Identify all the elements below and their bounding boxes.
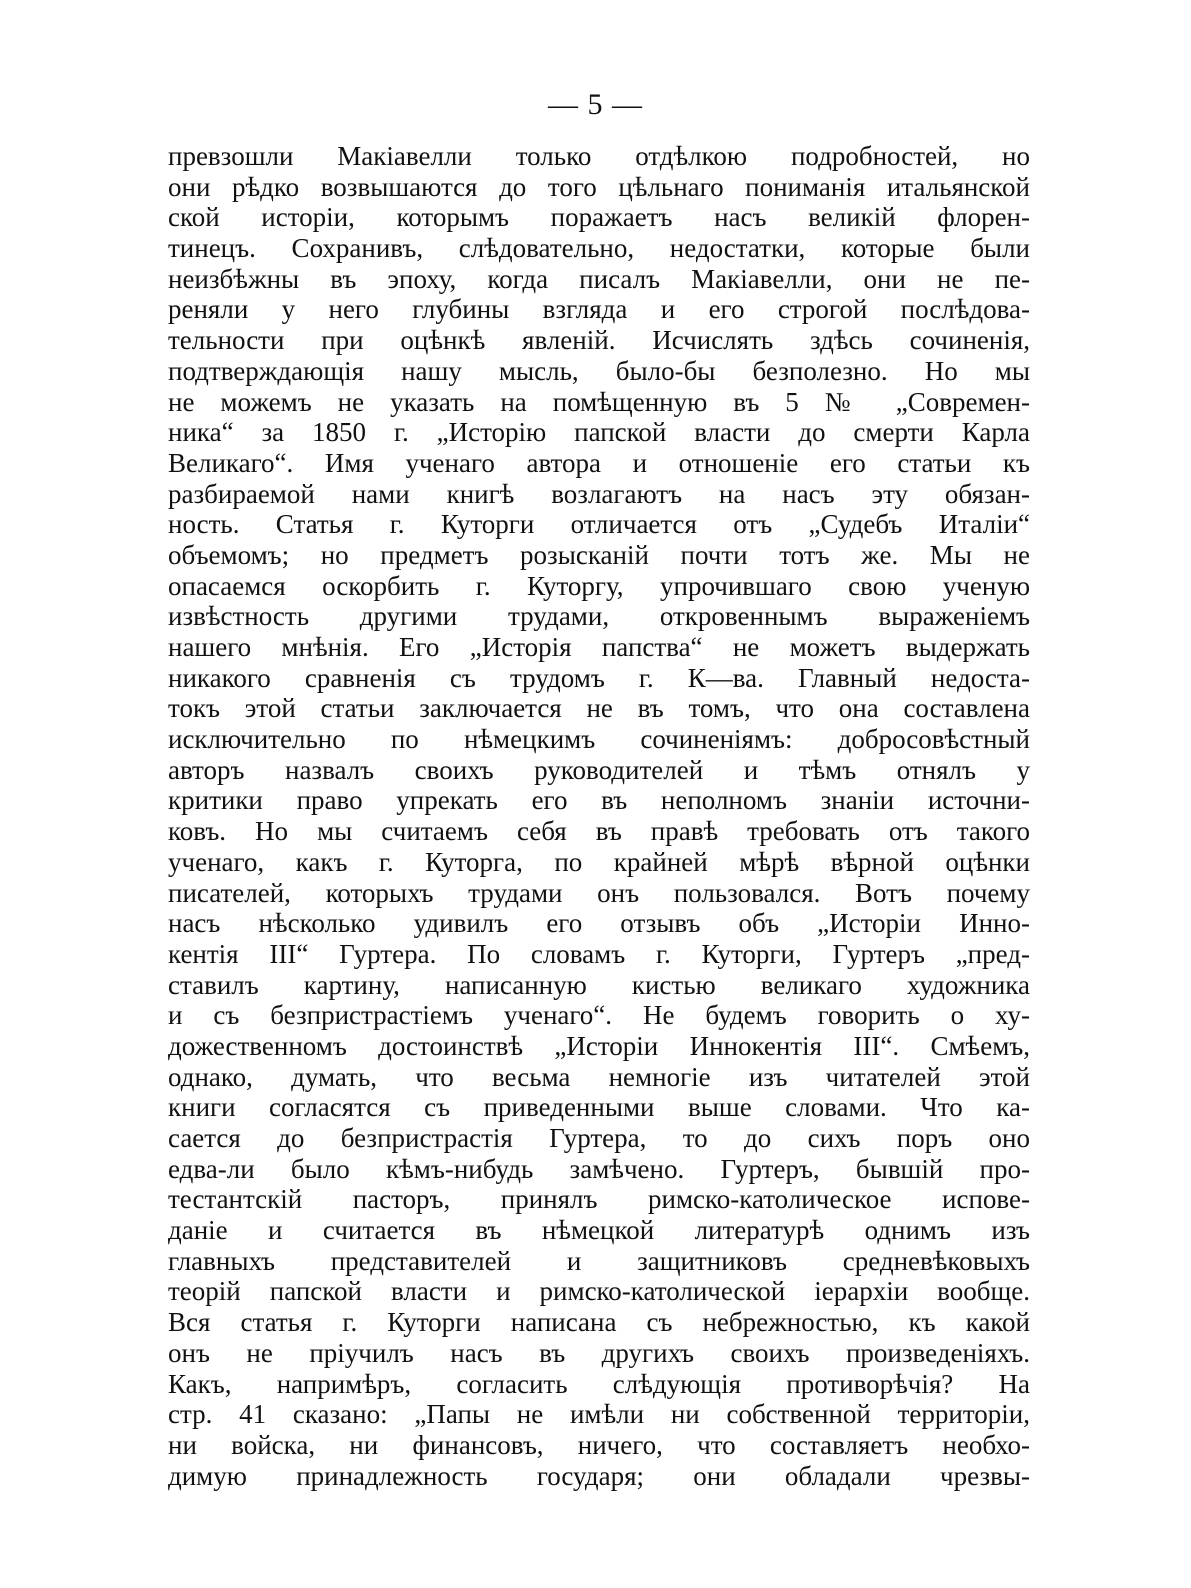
text-line: сается до безпристрастія Гуртера, то до сихъ поръ оно [168, 1123, 1030, 1153]
text-line: тельности при оцѣнкѣ явленій. Исчислять здѣсь сочиненія, [168, 325, 1030, 356]
text-line: подтверждающія нашу мысль, было-бы безполезно. Но мы [168, 355, 1030, 386]
text-line: тестантскій пасторъ, принялъ римско-католическое испове- [168, 1184, 1030, 1215]
text-line: не можемъ не указать на помѣщенную въ 5 № „Современ- [168, 386, 1030, 417]
text-line: Великаго“. Имя ученаго автора и отношеніе его статьи къ [168, 447, 1030, 478]
text-line: объемомъ; но предметъ розысканій почти тотъ же. Мы не [168, 539, 1030, 570]
text-line: едва-ли было кѣмъ-нибудь замѣчено. Гуртеръ, бывшій про- [168, 1153, 1030, 1184]
text-line: ковъ. Но мы считаемъ себя въ правѣ требовать отъ такого [168, 816, 1030, 847]
text-line: критики право упрекать его въ неполномъ знаніи источни- [168, 785, 1030, 816]
text-line: извѣстность другими трудами, откровеннымъ выраженіемъ [168, 601, 1030, 632]
text-line: ставилъ картину, написанную кистью великаго художника [168, 969, 1030, 1000]
page-number: — 5 — [548, 88, 643, 121]
text-line: стр. 41 сказано: „Папы не имѣли ни собственной территоріи, [168, 1399, 1030, 1430]
text-line: однако, думать, что весьма немногіе изъ читателей этой [168, 1061, 1030, 1092]
text-line: превзошли Макіавелли только отдѣлкою подробностей, но [168, 141, 1030, 171]
text-line: дожественномъ достоинствѣ „Исторіи Иннокентія III“. Смѣемъ, [168, 1030, 1030, 1061]
text-line: никакого сравненія съ трудомъ г. К—ва. Главный недоста- [168, 662, 1030, 693]
text-line: Вся статья г. Куторги написана съ небрежностью, къ какой [168, 1307, 1030, 1338]
text-line: они рѣдко возвышаются до того цѣльнаго пониманія итальянской [168, 171, 1030, 202]
text-line: неизбѣжны въ эпоху, когда писалъ Макіавелли, они не пе- [168, 263, 1030, 294]
text-line: ученаго, какъ г. Куторга, по крайней мѣрѣ вѣрной оцѣнки [168, 846, 1030, 877]
text-line: даніе и считается въ нѣмецкой литературѣ однимъ изъ [168, 1215, 1030, 1246]
text-line: нашего мнѣнія. Его „Исторія папства“ не можетъ выдержать [168, 632, 1030, 662]
text-line: ника“ за 1850 г. „Исторію папской власти до смерти Карла [168, 417, 1030, 448]
text-line: исключительно по нѣмецкимъ сочиненіямъ: добросовѣстный [168, 724, 1030, 755]
text-line: и съ безпристрастіемъ ученаго“. Не будемъ говорить о ху- [168, 1000, 1030, 1031]
text-line: насъ нѣсколько удивилъ его отзывъ объ „Исторіи Инно- [168, 908, 1030, 939]
text-line: онъ не пріучилъ насъ въ другихъ своихъ произведеніяхъ. [168, 1337, 1030, 1368]
text-line: ность. Статья г. Куторги отличается отъ „Судебъ Италіи“ [168, 509, 1030, 540]
text-line: тинецъ. Сохранивъ, слѣдовательно, недостатки, которые были [168, 233, 1030, 264]
text-line: теорій папской власти и римско-католической іерархіи вообще. [168, 1276, 1030, 1307]
text-line: ни войска, ни финансовъ, ничего, что составляетъ необхо- [168, 1429, 1030, 1460]
text-line: димую принадлежность государя; они обладали чрезвы- [168, 1460, 1030, 1491]
text-line: токъ этой статьи заключается не въ томъ, что она составлена [168, 693, 1030, 724]
text-line: писателей, которыхъ трудами онъ пользовался. Вотъ почему [168, 877, 1030, 908]
text-line: главныхъ представителей и защитниковъ средневѣковыхъ [168, 1245, 1030, 1276]
text-line: книги согласятся съ приведенными выше словами. Что ка- [168, 1092, 1030, 1123]
text-line: разбираемой нами книгѣ возлагаютъ на насъ эту обязан- [168, 478, 1030, 509]
text-line: авторъ назвалъ своихъ руководителей и тѣмъ отнялъ у [168, 754, 1030, 785]
text-line: Какъ, напримѣръ, согласить слѣдующія противорѣчія? На [168, 1368, 1030, 1399]
text-line: реняли у него глубины взгляда и его строгой послѣдова- [168, 294, 1030, 325]
body-text [168, 141, 1030, 1491]
text-line: кентія III“ Гуртера. По словамъ г. Куторги, Гуртеръ „пред- [168, 938, 1030, 969]
text-line: ской исторіи, которымъ поражаетъ насъ великій флорен- [168, 202, 1030, 233]
text-line: опасаемся оскорбить г. Куторгу, упрочившаго свою ученую [168, 570, 1030, 601]
